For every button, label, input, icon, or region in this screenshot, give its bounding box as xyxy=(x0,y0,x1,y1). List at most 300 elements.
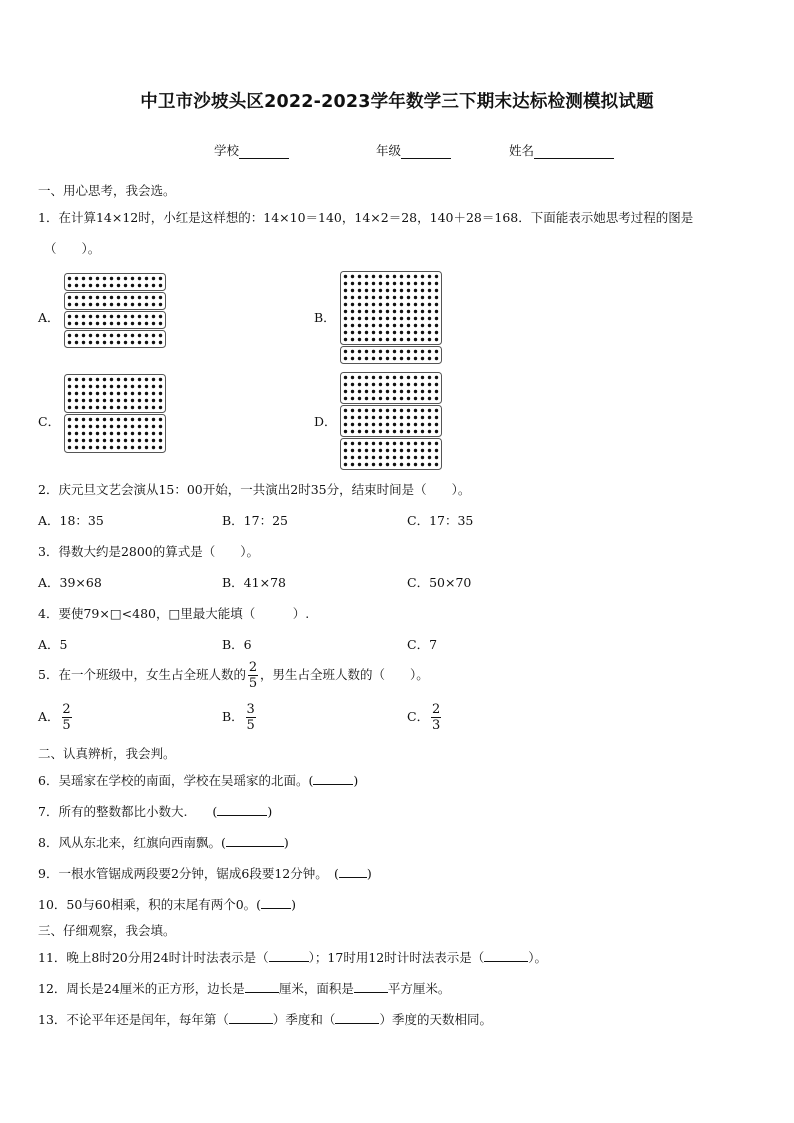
dot xyxy=(372,282,375,285)
q5-option-b-denominator: 5 xyxy=(246,718,255,733)
dot xyxy=(138,296,141,299)
dot xyxy=(117,277,120,280)
dot xyxy=(379,409,382,412)
dot xyxy=(400,449,403,452)
dot xyxy=(124,284,127,287)
dot-group-2 xyxy=(341,347,442,364)
dot xyxy=(435,449,438,452)
dot xyxy=(358,416,361,419)
q9-text: 9．一根水管锯成两段要2分钟，锯成6段要12分钟。 ( xyxy=(38,866,339,881)
dot xyxy=(110,315,113,318)
dot xyxy=(117,303,120,306)
dot xyxy=(421,338,424,341)
dot xyxy=(344,390,347,393)
dot xyxy=(358,289,361,292)
dot xyxy=(400,357,403,360)
dot xyxy=(435,310,438,313)
dot xyxy=(379,338,382,341)
q5-option-a-denominator: 5 xyxy=(62,718,71,733)
dot xyxy=(358,338,361,341)
dot xyxy=(414,383,417,386)
q1-option-a-figure[interactable] xyxy=(64,273,167,349)
dot xyxy=(379,350,382,353)
dot xyxy=(386,282,389,285)
dot xyxy=(131,303,134,306)
dot-group-2 xyxy=(65,415,166,453)
q12-answer-blank-1[interactable] xyxy=(245,980,279,993)
dot xyxy=(428,310,431,313)
dot xyxy=(365,463,368,466)
dot xyxy=(75,315,78,318)
dot xyxy=(414,310,417,313)
dot xyxy=(379,390,382,393)
grade-blank[interactable] xyxy=(401,145,451,159)
dot xyxy=(103,432,106,435)
dot xyxy=(386,390,389,393)
dot xyxy=(379,383,382,386)
dot xyxy=(393,416,396,419)
q13-text-1: 13．不论平年还是闰年，每年第（ xyxy=(38,1012,229,1027)
dot xyxy=(421,423,424,426)
dot xyxy=(89,446,92,449)
q1-option-d-figure[interactable] xyxy=(340,372,443,471)
dot xyxy=(358,463,361,466)
dot xyxy=(435,423,438,426)
dot xyxy=(138,284,141,287)
dot xyxy=(400,296,403,299)
dot xyxy=(372,303,375,306)
dot xyxy=(428,449,431,452)
q13-answer-blank-2[interactable] xyxy=(335,1011,379,1024)
q10-line xyxy=(38,895,296,913)
dot xyxy=(351,430,354,433)
dot xyxy=(379,296,382,299)
dot xyxy=(435,430,438,433)
dot xyxy=(414,303,417,306)
grade-field xyxy=(376,141,451,159)
q7-answer-blank[interactable] xyxy=(217,803,267,816)
dot xyxy=(75,277,78,280)
dot xyxy=(351,324,354,327)
dot xyxy=(351,456,354,459)
dot xyxy=(75,322,78,325)
dot xyxy=(393,296,396,299)
dot xyxy=(421,390,424,393)
section-1-title: 一、用心思考，我会选。 xyxy=(38,183,176,198)
dot xyxy=(386,449,389,452)
dot xyxy=(400,409,403,412)
dot xyxy=(407,442,410,445)
q6-answer-blank[interactable] xyxy=(313,772,353,785)
dot xyxy=(124,425,127,428)
dot xyxy=(379,317,382,320)
dot xyxy=(82,296,85,299)
dot xyxy=(75,296,78,299)
dot xyxy=(159,378,162,381)
dot xyxy=(393,350,396,353)
dot xyxy=(96,385,99,388)
dot xyxy=(372,442,375,445)
dot xyxy=(159,446,162,449)
q11-text-1: 11．晚上8时20分用24时计时法表示是（ xyxy=(38,950,269,965)
dot xyxy=(82,392,85,395)
dot xyxy=(428,442,431,445)
dot xyxy=(372,423,375,426)
dot xyxy=(421,282,424,285)
q1-option-c-figure[interactable] xyxy=(64,374,167,454)
dot xyxy=(435,350,438,353)
dot xyxy=(351,390,354,393)
q12-answer-blank-2[interactable] xyxy=(354,980,388,993)
dot xyxy=(152,432,155,435)
dot xyxy=(152,284,155,287)
dot xyxy=(68,284,71,287)
q13-text-3: ）季度的天数相同。 xyxy=(379,1012,492,1027)
dot xyxy=(344,296,347,299)
dot xyxy=(145,341,148,344)
dot xyxy=(131,385,134,388)
q8-close: ) xyxy=(283,835,289,850)
dot xyxy=(96,277,99,280)
q5-option-a-numerator: 2 xyxy=(62,702,71,717)
dot xyxy=(351,416,354,419)
dot xyxy=(68,418,71,421)
dot xyxy=(152,334,155,337)
dot xyxy=(414,463,417,466)
dot-group-1 xyxy=(341,373,442,404)
dot-group-3 xyxy=(341,439,442,470)
dot xyxy=(89,432,92,435)
dot xyxy=(124,315,127,318)
dot xyxy=(75,392,78,395)
dot xyxy=(344,282,347,285)
dot xyxy=(152,315,155,318)
dot xyxy=(344,303,347,306)
dot xyxy=(379,423,382,426)
q10-answer-blank[interactable] xyxy=(261,896,291,909)
dot xyxy=(351,442,354,445)
dot xyxy=(365,409,368,412)
q13-answer-blank-1[interactable] xyxy=(229,1011,273,1024)
dot xyxy=(421,416,424,419)
dot xyxy=(145,284,148,287)
dot xyxy=(435,289,438,292)
dot xyxy=(414,449,417,452)
school-blank[interactable] xyxy=(239,145,289,159)
school-label: 学校 xyxy=(214,143,240,158)
dot xyxy=(351,376,354,379)
dot xyxy=(344,310,347,313)
dot xyxy=(159,334,162,337)
dot xyxy=(117,399,120,402)
q4-option-b[interactable]: B．6 xyxy=(222,637,252,652)
dot xyxy=(365,423,368,426)
dot xyxy=(145,322,148,325)
dot xyxy=(379,282,382,285)
q6-text: 6．吴瑶家在学校的南面，学校在吴瑶家的北面。( xyxy=(38,773,314,788)
dot xyxy=(110,303,113,306)
dot xyxy=(138,341,141,344)
dot xyxy=(386,324,389,327)
dot xyxy=(428,350,431,353)
dot xyxy=(89,296,92,299)
dot xyxy=(358,376,361,379)
dot xyxy=(407,416,410,419)
dot xyxy=(393,409,396,412)
dot xyxy=(379,463,382,466)
q4-option-a[interactable]: A．5 xyxy=(38,637,68,652)
section-3-title: 三、仔细观察，我会填。 xyxy=(38,923,176,938)
dot xyxy=(372,390,375,393)
dot xyxy=(138,303,141,306)
dot xyxy=(393,449,396,452)
dot xyxy=(435,303,438,306)
dot xyxy=(428,423,431,426)
dot xyxy=(131,334,134,337)
q12-line xyxy=(38,979,450,997)
q7-close: ) xyxy=(267,804,273,819)
dot xyxy=(159,303,162,306)
q5-option-b[interactable] xyxy=(222,702,258,733)
dot xyxy=(344,463,347,466)
dot xyxy=(131,284,134,287)
q2-option-a[interactable]: A．18：35 xyxy=(38,513,104,528)
dot xyxy=(358,317,361,320)
dot xyxy=(400,289,403,292)
dot xyxy=(421,409,424,412)
dot xyxy=(435,390,438,393)
dot xyxy=(386,416,389,419)
dot xyxy=(372,310,375,313)
dot xyxy=(414,296,417,299)
dot xyxy=(75,378,78,381)
dot xyxy=(351,310,354,313)
dot xyxy=(414,409,417,412)
dot xyxy=(407,383,410,386)
dot xyxy=(393,430,396,433)
dot xyxy=(110,439,113,442)
dot xyxy=(372,275,375,278)
dot xyxy=(138,406,141,409)
dot xyxy=(89,399,92,402)
dot xyxy=(68,334,71,337)
dot xyxy=(75,385,78,388)
dot-group-2 xyxy=(341,406,442,437)
dot xyxy=(138,446,141,449)
dot xyxy=(124,418,127,421)
q11-answer-blank-1[interactable] xyxy=(269,949,309,962)
name-blank[interactable] xyxy=(534,145,614,159)
dot xyxy=(435,463,438,466)
dot xyxy=(145,303,148,306)
dot xyxy=(131,439,134,442)
dot xyxy=(152,378,155,381)
q5-option-c[interactable] xyxy=(407,702,443,733)
dot xyxy=(358,423,361,426)
dot xyxy=(365,331,368,334)
dot xyxy=(96,334,99,337)
dot xyxy=(400,383,403,386)
dot xyxy=(428,430,431,433)
dot xyxy=(428,390,431,393)
q1-text: 1．在计算14×12时，小红是这样想的：14×10＝140，14×2＝28，140＋28＝168．下面能表示她思考过程的图是 xyxy=(38,210,694,225)
dot xyxy=(124,378,127,381)
dot xyxy=(96,378,99,381)
q9-answer-blank[interactable] xyxy=(339,865,367,878)
dot xyxy=(75,446,78,449)
q1-option-a-label: A． xyxy=(38,310,60,325)
dot xyxy=(365,289,368,292)
q8-answer-blank[interactable] xyxy=(226,834,284,847)
q3-option-c[interactable]: C．50×70 xyxy=(407,575,472,590)
q11-answer-blank-2[interactable] xyxy=(484,949,528,962)
q12-text-1: 12．周长是24厘米的正方形，边长是 xyxy=(38,981,245,996)
dot xyxy=(351,463,354,466)
q9-line xyxy=(38,864,372,882)
dot xyxy=(159,392,162,395)
dot xyxy=(131,418,134,421)
dot xyxy=(68,446,71,449)
dot xyxy=(407,296,410,299)
dot xyxy=(358,357,361,360)
dot xyxy=(365,310,368,313)
q3-option-a[interactable]: A．39×68 xyxy=(38,575,102,590)
dot xyxy=(400,331,403,334)
dot xyxy=(96,439,99,442)
dot xyxy=(344,317,347,320)
dot xyxy=(344,289,347,292)
dot xyxy=(351,383,354,386)
dot xyxy=(152,296,155,299)
dot xyxy=(159,341,162,344)
dot xyxy=(393,423,396,426)
dot xyxy=(344,442,347,445)
dot xyxy=(358,350,361,353)
dot xyxy=(379,397,382,400)
dot xyxy=(89,277,92,280)
dot xyxy=(152,385,155,388)
dot xyxy=(379,303,382,306)
dot xyxy=(386,303,389,306)
q10-close: ) xyxy=(291,897,296,912)
q2-option-b[interactable]: B．17：25 xyxy=(222,513,288,528)
dot xyxy=(400,442,403,445)
dot xyxy=(379,456,382,459)
dot xyxy=(435,275,438,278)
q1-option-b-figure[interactable] xyxy=(340,271,443,365)
dot xyxy=(393,324,396,327)
name-label: 姓名 xyxy=(509,143,535,158)
dot xyxy=(372,456,375,459)
dot xyxy=(159,432,162,435)
dot xyxy=(400,397,403,400)
dot xyxy=(421,303,424,306)
dot xyxy=(407,409,410,412)
dot xyxy=(138,432,141,435)
dot xyxy=(145,296,148,299)
dot xyxy=(103,406,106,409)
dot xyxy=(145,425,148,428)
dot xyxy=(103,322,106,325)
dot xyxy=(124,432,127,435)
dot xyxy=(358,449,361,452)
dot xyxy=(393,390,396,393)
dot xyxy=(407,282,410,285)
dot xyxy=(351,338,354,341)
dot xyxy=(131,392,134,395)
dot xyxy=(351,289,354,292)
dot xyxy=(407,357,410,360)
dot xyxy=(407,331,410,334)
dot xyxy=(145,432,148,435)
dot xyxy=(351,350,354,353)
dot xyxy=(393,383,396,386)
q5-option-a-label: A． xyxy=(38,709,60,724)
dot xyxy=(414,324,417,327)
dot xyxy=(117,378,120,381)
dot xyxy=(372,397,375,400)
dot xyxy=(351,296,354,299)
dot xyxy=(435,317,438,320)
dot xyxy=(386,463,389,466)
q2-option-c[interactable]: C．17：35 xyxy=(407,513,474,528)
dot xyxy=(344,275,347,278)
dot xyxy=(117,446,120,449)
dot xyxy=(428,409,431,412)
dot xyxy=(124,277,127,280)
dot-group-1 xyxy=(65,375,166,413)
dot xyxy=(393,310,396,313)
dot xyxy=(145,439,148,442)
dot xyxy=(351,303,354,306)
dot xyxy=(117,334,120,337)
dot xyxy=(407,449,410,452)
dot xyxy=(124,296,127,299)
dot xyxy=(117,385,120,388)
q3-text: 3．得数大约是2800的算式是（ ）。 xyxy=(38,544,260,559)
dot xyxy=(68,399,71,402)
dot xyxy=(145,378,148,381)
dot xyxy=(414,397,417,400)
dot xyxy=(68,425,71,428)
q5-option-a[interactable] xyxy=(38,702,74,733)
dot xyxy=(110,296,113,299)
q3-option-b[interactable]: B．41×78 xyxy=(222,575,286,590)
dot xyxy=(407,397,410,400)
dot xyxy=(124,399,127,402)
dot xyxy=(75,399,78,402)
dot xyxy=(400,456,403,459)
q7-text: 7．所有的整数都比小数大. ( xyxy=(38,804,218,819)
dot xyxy=(365,282,368,285)
dot xyxy=(386,442,389,445)
q1-option-d-label: D． xyxy=(314,414,337,429)
dot xyxy=(365,430,368,433)
dot xyxy=(414,430,417,433)
q4-option-c[interactable]: C．7 xyxy=(407,637,438,652)
dot xyxy=(82,303,85,306)
dot xyxy=(435,376,438,379)
dot xyxy=(75,341,78,344)
dot xyxy=(414,376,417,379)
dot xyxy=(96,432,99,435)
dot xyxy=(117,439,120,442)
dot xyxy=(82,284,85,287)
dot xyxy=(131,378,134,381)
dot xyxy=(358,409,361,412)
q5-text-post: ，男生占全班人数的（ ）。 xyxy=(259,667,429,682)
dot xyxy=(435,324,438,327)
